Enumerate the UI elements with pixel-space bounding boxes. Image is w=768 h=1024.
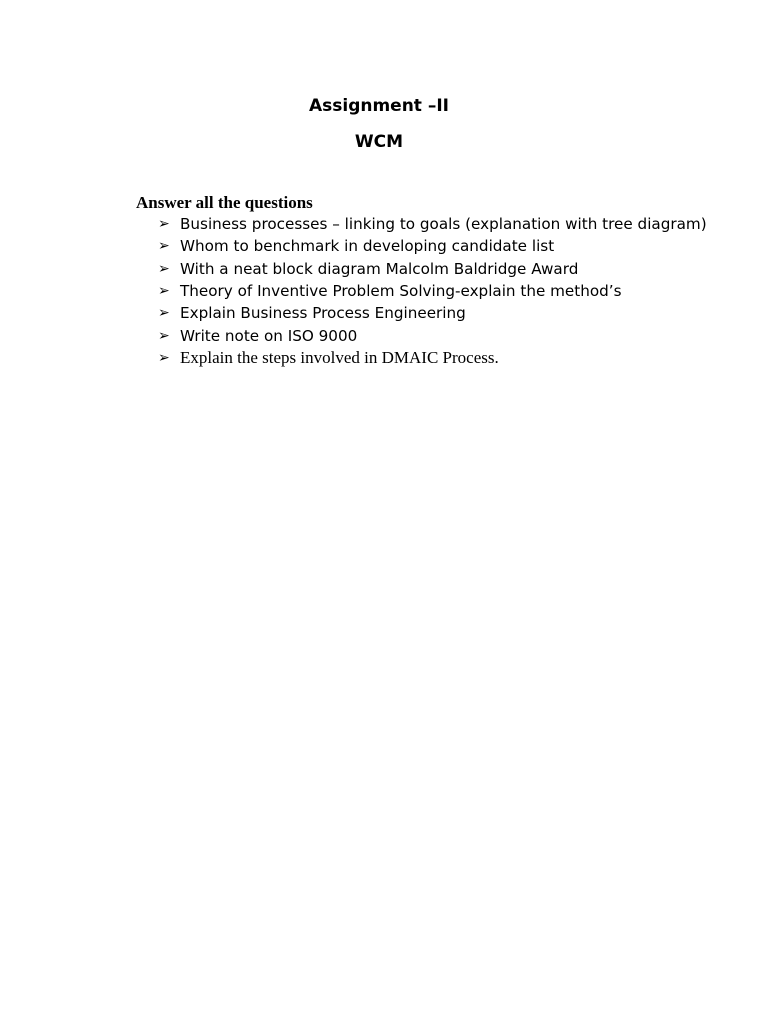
question-text: Explain the steps involved in DMAIC Process. xyxy=(180,347,499,367)
question-item xyxy=(158,347,707,369)
arrowhead-bullet-icon: ➢ xyxy=(158,327,170,344)
question-list xyxy=(158,213,707,369)
question-item xyxy=(158,258,707,280)
question-text: Business processes – linking to goals (explanation with tree diagram) xyxy=(180,215,707,234)
question-item xyxy=(158,302,707,324)
arrowhead-bullet-icon: ➢ xyxy=(158,260,170,277)
arrowhead-bullet-icon: ➢ xyxy=(158,305,170,322)
arrowhead-bullet-icon: ➢ xyxy=(158,283,170,300)
question-text: With a neat block diagram Malcolm Baldridge Award xyxy=(180,259,579,278)
question-text: Whom to benchmark in developing candidate list xyxy=(180,237,555,256)
question-item xyxy=(158,235,707,257)
document-title: Assignment –II xyxy=(308,96,450,116)
arrowhead-bullet-icon: ➢ xyxy=(158,349,170,366)
question-item xyxy=(158,213,707,235)
question-text: Explain Business Process Engineering xyxy=(180,304,466,323)
arrowhead-bullet-icon: ➢ xyxy=(158,216,170,233)
question-text: Write note on ISO 9000 xyxy=(180,326,358,345)
question-item xyxy=(158,324,707,346)
question-item xyxy=(158,280,707,302)
instructions-heading: Answer all the questions xyxy=(136,193,313,212)
document-subtitle: WCM xyxy=(354,132,404,152)
arrowhead-bullet-icon: ➢ xyxy=(158,238,170,255)
question-text: Theory of Inventive Problem Solving-explain the method’s xyxy=(180,282,622,301)
